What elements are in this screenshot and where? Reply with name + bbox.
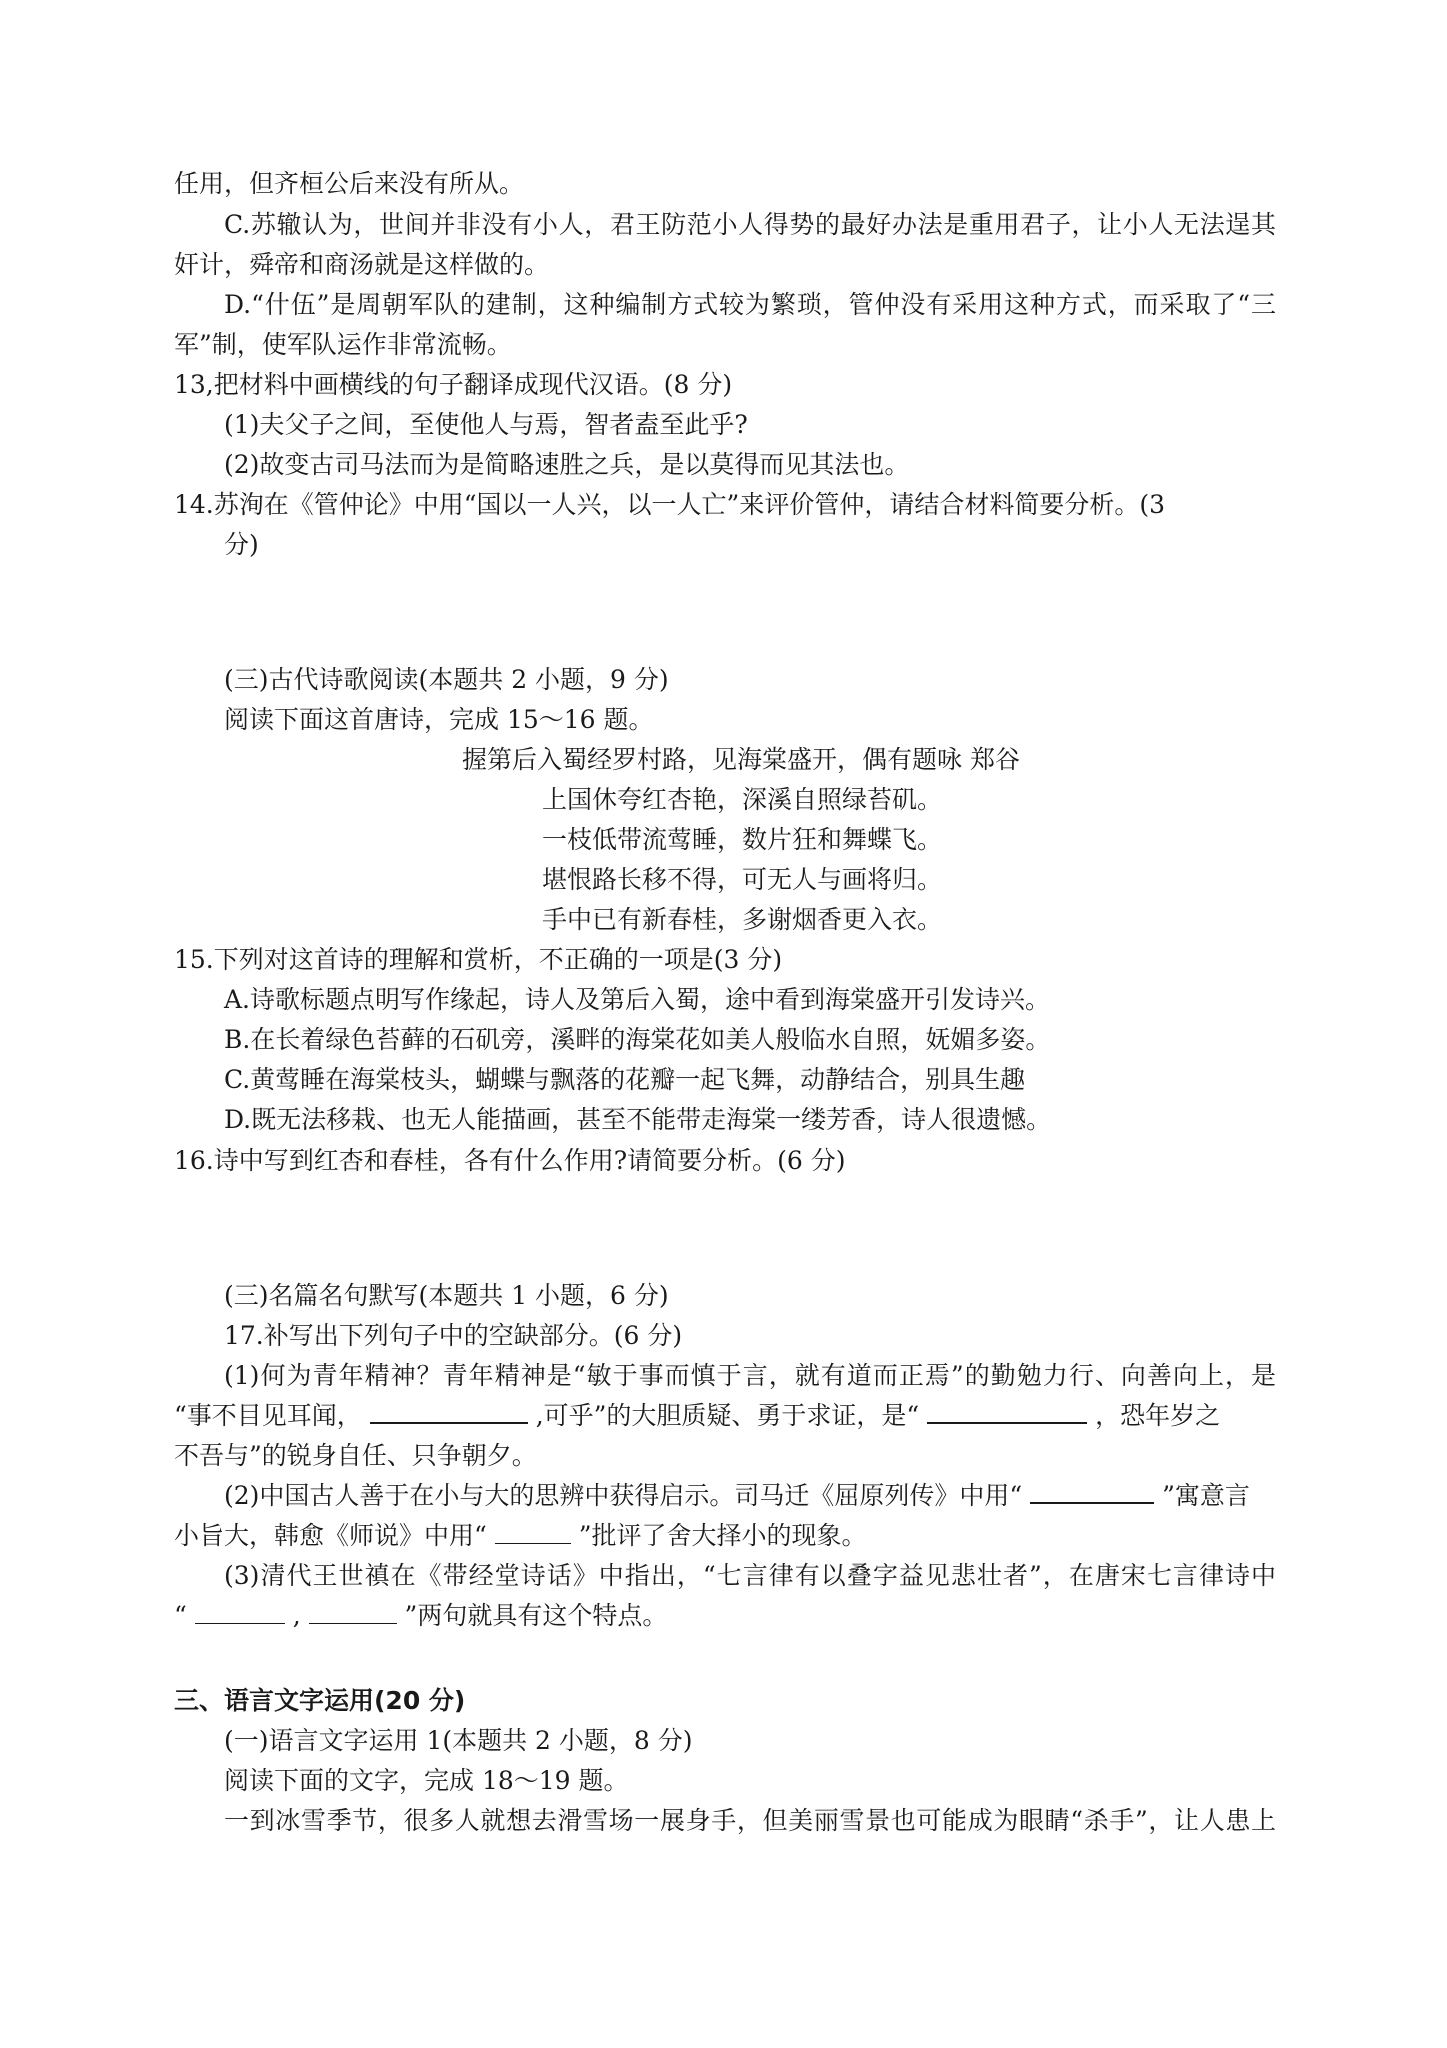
q12-option-c-line1: C.苏辙认为，世间并非没有小人，君王防范小人得势的最好办法是重用君子，让小人无法逞其	[224, 210, 1276, 239]
poem-line-4: 手中已有新春桂，多谢烟香更入衣。	[542, 905, 943, 934]
q12-option-b-tail: 任用，但齐桓公后来没有所从。	[174, 169, 525, 198]
q17-part3-line2	[174, 1596, 667, 1636]
q15-option-c: C.黄莺睡在海棠枝头，蝴蝶与飘落的花瓣一起飞舞，动静结合，别具生趣	[224, 1065, 1026, 1094]
poem-line-1: 上国休夸红杏艳，深溪自照绿苔矶。	[542, 785, 943, 814]
answer-blank[interactable]	[195, 1599, 285, 1624]
q15-option-d: D.既无法移栽、也无人能描画，甚至不能带走海棠一缕芳香，诗人很遗憾。	[224, 1105, 1052, 1134]
q17-part1-text-a: “事不目见耳闻，	[174, 1401, 362, 1430]
q17-part2-text-b: ”寓意言	[1162, 1481, 1250, 1510]
q15-stem: 15.下列对这首诗的理解和赏析，不正确的一项是(3 分)	[174, 945, 783, 974]
answer-blank[interactable]	[1030, 1478, 1154, 1504]
answer-blank[interactable]	[370, 1398, 528, 1424]
q12-option-d-line2: 军”制，使军队运作非常流畅。	[174, 330, 512, 359]
q12-option-c-line2: 奸计，舜帝和商汤就是这样做的。	[174, 250, 550, 279]
q17-part3-line1: (3)清代王世禛在《带经堂诗话》中指出，“七言律有以叠字益见悲壮者”，在唐宋七言律诗中	[224, 1561, 1276, 1590]
q15-option-b: B.在长着绿色苔藓的石矶旁，溪畔的海棠花如美人般临水自照，妩媚多姿。	[224, 1025, 1051, 1054]
answer-blank[interactable]	[495, 1519, 571, 1544]
section3-title: 三、语言文字运用(20 分)	[174, 1686, 466, 1715]
poem-title: 握第后入蜀经罗村路，见海棠盛开，偶有题咏 郑谷	[462, 745, 1020, 774]
section3-passage-line1: 一到冰雪季节，很多人就想去滑雪场一展身手，但美丽雪景也可能成为眼睛“杀手”，让人患上	[224, 1806, 1276, 1835]
q17-part1-line3: 不吾与”的锐身自任、只争朝夕。	[174, 1441, 537, 1470]
q15-option-a: A.诗歌标题点明写作缘起，诗人及第后入蜀，途中看到海棠盛开引发诗兴。	[224, 985, 1051, 1014]
poem-line-3: 堪恨路长移不得，可无人与画将归。	[542, 865, 943, 894]
q17-part3-text-a: “	[174, 1601, 187, 1630]
q13-sentence-1: (1)夫父子之间，至使他人与焉，智者盍至此乎?	[224, 410, 748, 439]
q12-option-d-line1: D.“什伍”是周朝军队的建制，这种编制方式较为繁琐，管仲没有采用这种方式，而采取了“三	[224, 290, 1276, 319]
q17-part1-text-c: ，恐年岁之	[1095, 1401, 1221, 1430]
q13-stem: 13,把材料中画横线的句子翻译成现代汉语。(8 分)	[174, 370, 733, 399]
mingju-section-header: (三)名篇名句默写(本题共 1 小题，6 分)	[224, 1281, 669, 1310]
answer-blank[interactable]	[927, 1398, 1087, 1424]
q17-part2-text-a: (2)中国古人善于在小与大的思辨中获得启示。司马迁《屈原列传》中用“	[224, 1481, 1023, 1510]
q14-stem-line2: 分)	[224, 530, 259, 559]
poetry-section-header: (三)古代诗歌阅读(本题共 2 小题，9 分)	[224, 665, 669, 694]
answer-blank[interactable]	[309, 1599, 397, 1624]
q17-part3-text-c: ”两句就具有这个特点。	[404, 1601, 668, 1630]
q17-part2-text-c: 小旨大，韩愈《师说》中用“	[174, 1521, 487, 1550]
section3-intro: 阅读下面的文字，完成 18～19 题。	[224, 1766, 629, 1795]
q17-part1-text-b: ,可乎”的大胆质疑、勇于求证，是“	[535, 1401, 920, 1430]
q17-part3-text-b: ,	[292, 1601, 301, 1630]
q16-stem: 16.诗中写到红杏和春桂，各有什么作用?请简要分析。(6 分)	[174, 1146, 846, 1175]
section3-sub-header: (一)语言文字运用 1(本题共 2 小题，8 分)	[224, 1726, 693, 1755]
q17-stem: 17.补写出下列句子中的空缺部分。(6 分)	[224, 1321, 683, 1350]
q14-stem-line1: 14.苏洵在《管仲论》中用“国以一人兴，以一人亡”来评价管仲，请结合材料简要分析。(3	[174, 490, 1165, 519]
q17-part2-line1	[224, 1476, 1250, 1516]
q17-part2-line2	[174, 1516, 867, 1556]
q17-part2-text-d: ”批评了舍大择小的现象。	[578, 1521, 867, 1550]
q17-part1-line2	[174, 1396, 1220, 1436]
q13-sentence-2: (2)故变古司马法而为是简略速胜之兵，是以莫得而见其法也。	[224, 450, 910, 479]
q17-part1-line1: (1)何为青年精神？青年精神是“敏于事而慎于言，就有道而正焉”的勤勉力行、向善向上，是	[224, 1361, 1276, 1390]
poetry-intro: 阅读下面这首唐诗，完成 15～16 题。	[224, 705, 654, 734]
poem-line-2: 一枝低带流莺睡，数片狂和舞蝶飞。	[542, 825, 943, 854]
